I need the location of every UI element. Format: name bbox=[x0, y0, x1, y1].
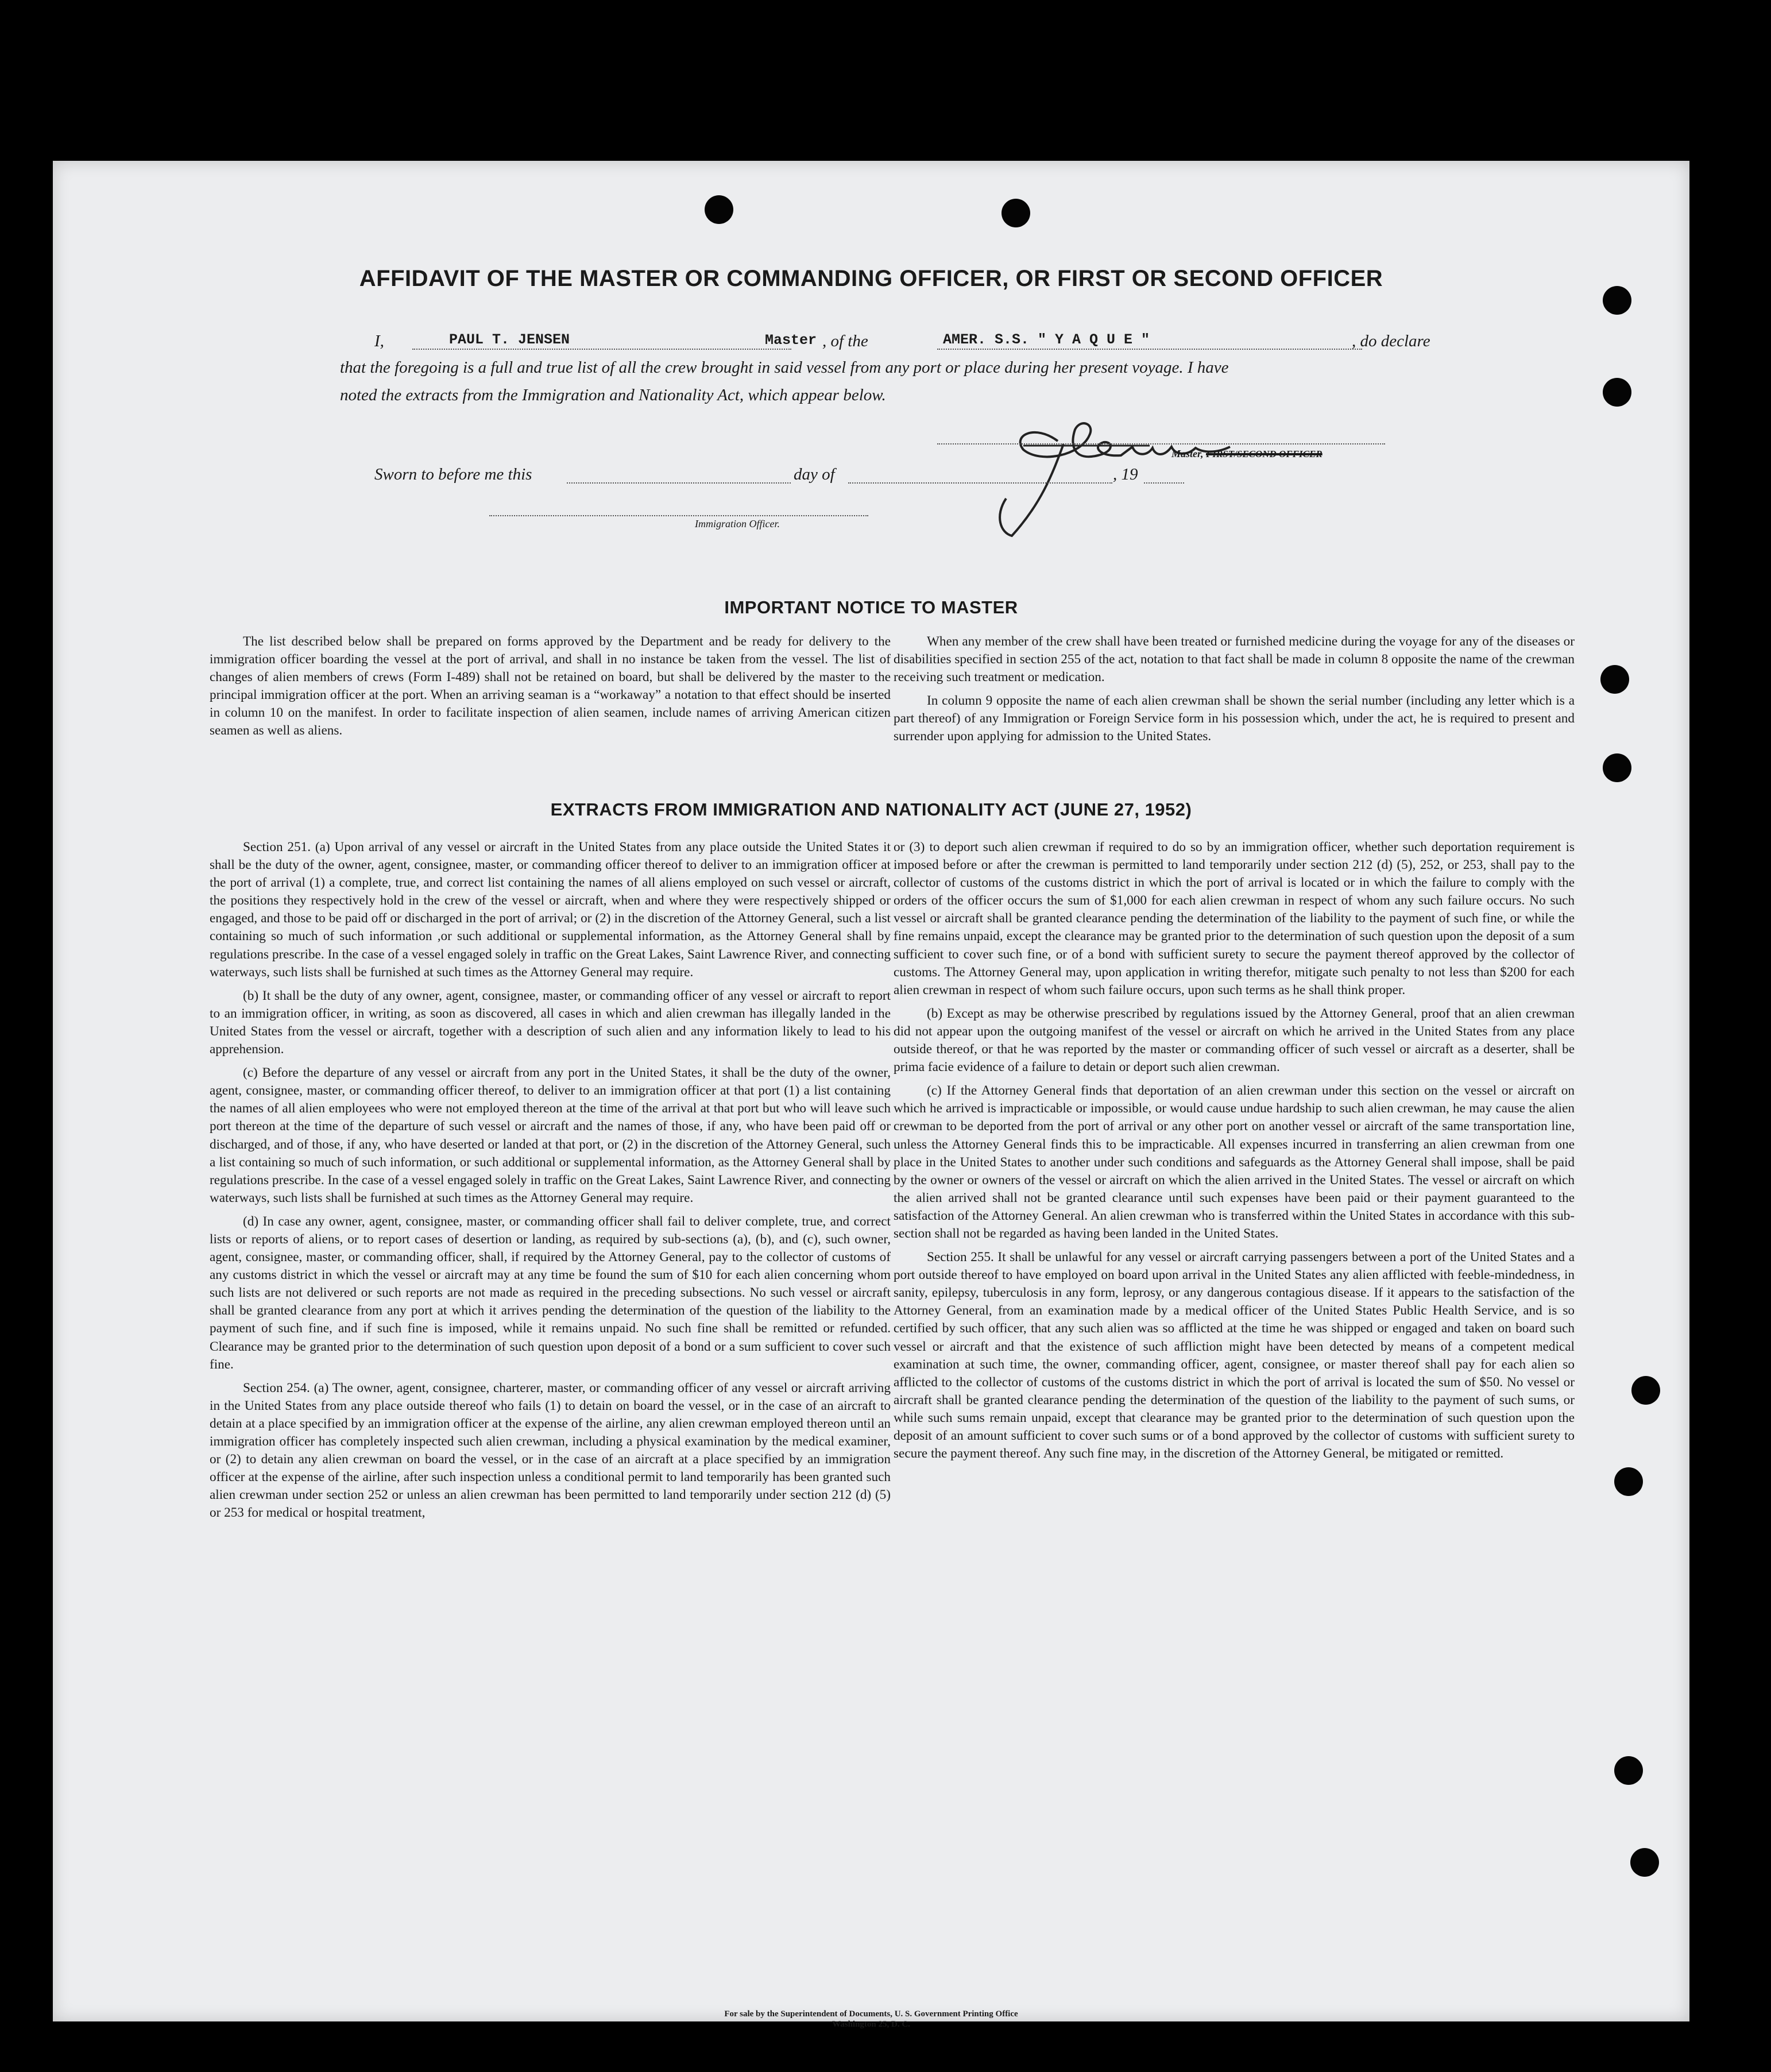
section-paragraph: (c) Before the departure of any vessel or aircraft from any port in the United States, it shall be the duty of the owner, agent, consignee, master, or commanding officer thereof, to deliver to an immigration officer at that port (1) a list containing the names of all alien employees who were not employed thereon at the time of the arrival at that port but who will leave such port thereon at the time of the departure of such vessel or aircraft and the names of those, if any, who have been paid off or discharged, and of those, if any, who have deserted or landed at that port, or (2) in the discretion of the Attorney General, such a list containing so much of such information, or such additional or supplemental information, as the Attorney General shall by regulations prescribe. In the case of a vessel engaged solely in traffic on the Great Lakes, Saint Lawrence River, and connecting waterways, such lists shall be furnished at such times as the Attorney General may require. bbox=[210, 1065, 891, 1205]
section-paragraph: Section 255. It shall be unlawful for any vessel or aircraft carrying passengers between a port of the United States and a port outside thereof to have employed on board upon arrival in the United States any alien afflicted with feeble-mindedness, in sanity, epilepsy, tuberculosis in any form, leprosy, or any dangerous contagious disease. If it appears to the satisfaction of the Attorney General, from an examination made by a medical officer of the United States Public Health Service, and is so certified by such officer, that any such alien was so afflicted at the time he was shipped or engaged and taken on board such vessel or aircraft and that the existence of such affliction might have been detected by means of a competent medical examination at such time, the owner, commanding officer, agent, consignee, or master thereof shall pay for each alien so afflicted to the collector of customs of the customs district in which the port of arrival is located the sum of $50. No vessel or aircraft shall be granted clearance pending the determination of the question of the liability to the payment of such sums, or while such sums remain unpaid, except that clearance may be granted prior to the determination of such question upon the deposit of an amount sufficient to cover such sums or of a bond approved by the collector of customs with sufficient surety to secure the payment thereof. Any such fine may, in the discretion of the Attorney General, be mitigated or remitted. bbox=[894, 1250, 1575, 1462]
punch-hole bbox=[1631, 1376, 1660, 1405]
section-paragraph: or (3) to deport such alien crewman if required to do so by an immigration officer, whether such deportation requirement is imposed before or after the crewman is permitted to land temporarily under section 212 (d) (5), 252, or 253, shall pay to the collector of customs of the customs district in which the port of arrival is located or in which the failure to comply with the orders of the officer occurs the sum of $1,000 for each alien crewman in respect of whom any such failure occurs. No such vessel or aircraft shall be granted clearance pending the determination of the liability to the payment of such fine, or while the fine remains unpaid, except the clearance may be granted prior to the determination of such question upon the deposit of a sum sufficient to cover such fine, or of a bond with sufficient surety to secure the payment thereof approved by the collector of customs. The Attorney General may, upon application in writing therefor, mitigate such penalty to not less than $200 for each alien crewman in respect of whom such failure occurs, upon such terms as he shall think proper. bbox=[894, 840, 1575, 998]
sworn-year-blank bbox=[1144, 482, 1184, 484]
notice-paragraph: In column 9 opposite the name of each alien crewman shall be shown the serial number (including any letter which is a part thereof) of any Immigration or Foreign Service form in his possession which, under the act, he is required to present and surrender upon applying for admission to the United States. bbox=[894, 693, 1575, 744]
signature-caption-label: Master, bbox=[1171, 448, 1204, 459]
master-signature bbox=[989, 401, 1310, 544]
name-blank bbox=[412, 349, 791, 350]
section-paragraph: (b) Except as may be otherwise prescribed by regulations issued by the Attorney General, proof that an alien crewman did not appear upon the outgoing manifest of the vessel or aircraft on which he arrived in the United States from any place outside thereof, or that he was reported by the master or commanding officer of such vessel or aircraft as a deserter, shall be prima facie evidence of a failure to detain or deport such alien crewman. bbox=[894, 1006, 1575, 1075]
punch-hole bbox=[1001, 199, 1030, 227]
document-page bbox=[53, 161, 1689, 2029]
vessel-value: AMER. S.S. " Y A Q U E " bbox=[943, 331, 1150, 348]
punch-hole bbox=[1603, 753, 1631, 782]
officer-caption: Immigration Officer. bbox=[695, 518, 780, 529]
notice-paragraph: The list described below shall be prepared on forms approved by the Department and be ready for delivery to the immigration officer boarding the vessel at the port of arrival, and shall in no instance be taken from the vessel. The list of changes of alien members of crews (Form I-489) shall not be retained on board, but shall be delivered by the master to the principal immigration officer at the port. When an arriving seaman is a “workaway” a notation to that effect should be inserted in column 10 on the manifest. In order to facilitate inspection of alien seamen, include names of arriving American citizen seamen as well as aliens. bbox=[210, 634, 891, 739]
section-paragraph: Section 254. (a) The owner, agent, consignee, charterer, master, or commanding officer of any vessel or aircraft arriving in the United States from any place outside thereof who fails (1) to detain on board the vessel, or in the case of an aircraft to detain at a place specified by an immigration officer at the expense of the airline, any alien crewman employed thereon until an immigration officer has completely inspected such alien crewman, including a physical examination by the medical examiner, or (2) to detain any alien crewman on board the vessel, or in the case of an aircraft at a place specified by an immigration officer at the expense of the airline, after such inspection unless a conditional permit to land temporarily has been granted such alien crewman under section 252 or unless an alien crewman has been permitted to land temporarily under section 212 (d) (5) or 253 for medical or hospital treatment, bbox=[210, 1380, 891, 1521]
punch-hole bbox=[1614, 1467, 1643, 1496]
sworn-day-blank bbox=[567, 482, 791, 484]
section-paragraph: (d) In case any owner, agent, consignee, master, or commanding officer shall fail to deliver complete, true, and correct lists or reports of aliens, or to report cases of desertion or landing, as required by sub-sections (a), (b), and (c), such owner, agent, consignee, master, or commanding officer, shall, if required by the Attorney General, pay to the collector of customs of any customs district in which the vessel or aircraft may at any time be found the sum of $10 for each alien concerning whom such lists are not delivered or such reports are not made as required in the preceding subsections. No such vessel or aircraft shall be granted clearance from any port at which it arrives pending the determination of the question of the liability to the payment of such fine, and if such fine is imposed, while it remains unpaid. No such fine shall be remitted or refunded. Clearance may be granted prior to the determination of such question upon deposit of a bond or a sum sufficient to cover such fine. bbox=[210, 1213, 891, 1372]
punch-hole bbox=[705, 195, 733, 224]
declaration-line-2: that the foregoing is a full and true list of all the crew brought in said vessel from any port or place during her present voyage. I have bbox=[340, 358, 1229, 377]
printing-office-footer bbox=[53, 2009, 1689, 2030]
extracts-heading: EXTRACTS FROM IMMIGRATION AND NATIONALITY ACT (JUNE 27, 1952) bbox=[550, 799, 1192, 819]
notice-paragraph: When any member of the crew shall have been treated or furnished medicine during the voyage for any of the diseases or disabilities specified in section 255 of the act, notation to that fact shall be made in column 8 opposite the name of the crewman receiving such treatment or medication. bbox=[894, 634, 1575, 685]
rank-value: Master bbox=[765, 332, 817, 349]
punch-hole bbox=[1630, 1848, 1659, 1877]
sworn-label: Sworn to before me this bbox=[374, 465, 532, 484]
of-the-label: , of the bbox=[822, 332, 868, 350]
punch-hole bbox=[1614, 1756, 1643, 1785]
footer-line-1: For sale by the Superintendent of Documents, U. S. Government Printing Office bbox=[724, 2009, 1018, 2019]
sworn-month-blank bbox=[848, 482, 1112, 484]
do-declare-label: , do declare bbox=[1352, 332, 1430, 350]
section-paragraph: (b) It shall be the duty of any owner, agent, consignee, master, or commanding officer of any vessel or aircraft to report to an immigration officer, in writing, as soon as discovered, all cases in which and alien crewman has illegally landed in the United States from the vessel or aircraft, together with a description of such alien and any information likely to lead to his apprehension. bbox=[210, 988, 891, 1057]
notice-left-column bbox=[210, 633, 891, 746]
extracts-left-column bbox=[210, 838, 891, 1528]
notice-right-column bbox=[894, 633, 1575, 752]
footer-line-2: Washington 25, D. C. bbox=[832, 2020, 910, 2029]
nineteen-label: , 19 bbox=[1113, 465, 1138, 484]
signature-line bbox=[937, 443, 1385, 444]
master-name-value: PAUL T. JENSEN bbox=[449, 331, 570, 348]
notice-heading: IMPORTANT NOTICE TO MASTER bbox=[724, 597, 1018, 617]
signature-caption-struck: FIRST/SECOND OFFICER bbox=[1206, 449, 1323, 459]
signature-caption bbox=[1171, 448, 1323, 460]
section-paragraph: Section 251. (a) Upon arrival of any vessel or aircraft in the United States from any place outside the United States it shall be the duty of the owner, agent, consignee, master, or commanding officer thereof to deliver to an immigration officer at the port of arrival (1) a complete, true, and correct list containing the names of all aliens employed on such vessel or aircraft, the positions they respectively hold in the crew of the vessel or aircraft, when and where they were respectively shipped or engaged, and those to be paid off or discharged in the port of arrival; or (2) in the discretion of the Attorney General, such a list containing so much of such information ,or such additional or supplemental information, as the Attorney General shall by regulations prescribe. In the case of a vessel engaged solely in traffic on the Great Lakes, Saint Lawrence River, and connecting waterways, such lists shall be furnished at such times as the Attorney General may require. bbox=[210, 840, 891, 980]
officer-signature-line bbox=[489, 515, 868, 516]
vessel-blank bbox=[937, 349, 1362, 350]
punch-hole bbox=[1600, 665, 1629, 694]
day-of-label: day of bbox=[794, 465, 835, 484]
affidavit-title: AFFIDAVIT OF THE MASTER OR COMMANDING OFFICER, OR FIRST OR SECOND OFFICER bbox=[359, 266, 1383, 291]
declaration-line-3: noted the extracts from the Immigration and Nationality Act, which appear below. bbox=[340, 386, 886, 404]
declaration-i-label: I, bbox=[374, 332, 384, 350]
extracts-right-column bbox=[894, 838, 1575, 1468]
section-paragraph: (c) If the Attorney General finds that deportation of an alien crewman under this section on the vessel or aircraft on which he arrived is impracticable or impossible, or would cause undue hardship to such alien crewman, he may cause the alien crewman to be deported from the port of arrival or any other port on another vessel or aircraft of the same transportation line, unless the Attorney General finds this to be impracticable. All expenses incurred in transferring an alien crewman from one place in the United States to another under such conditions and safeguards as the Attorney General shall impose, shall be paid by the owner or owners of the vessel or aircraft on which the alien arrived in the United States. The vessel or aircraft on which the alien arrived shall not be granted clearance until such expenses have been paid or their payment guaranteed to the satisfaction of the Attorney General. An alien crewman who is transferred within the United States in accordance with this sub-section shall not be regarded as having been landed in the United States. bbox=[894, 1083, 1575, 1241]
punch-hole bbox=[1603, 378, 1631, 407]
